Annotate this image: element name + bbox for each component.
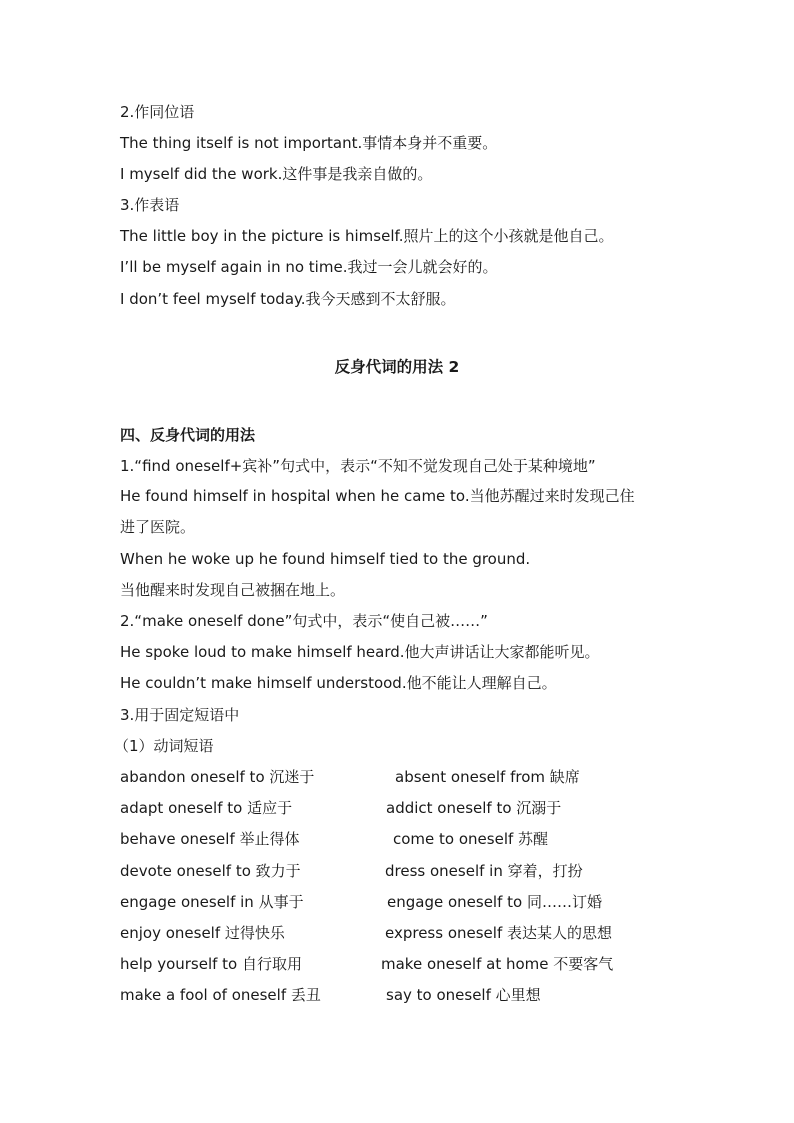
phrase-left: make a fool of oneself 丢丑	[120, 986, 321, 1004]
subheading-verb-phrases: （1）动词短语	[114, 737, 214, 755]
heading-predicative: 3.作表语	[120, 196, 180, 214]
example-sentence: He spoke loud to make himself heard.他大声讲话让大家都能听见。	[120, 643, 600, 661]
phrase-left: enjoy oneself 过得快乐	[120, 924, 285, 942]
example-translation: 当他醒来时发现自己被捆在地上。	[120, 581, 346, 599]
example-sentence: I don’t feel myself today.我今天感到不太舒服。	[120, 290, 456, 308]
phrase-right: dress oneself in 穿着，打扮	[385, 862, 583, 880]
heading-appositive: 2.作同位语	[120, 103, 195, 121]
example-sentence: He found himself in hospital when he came to.当他苏醒过来时发现己住	[120, 487, 635, 505]
section-heading: 四、反身代词的用法	[120, 426, 256, 444]
phrase-right: express oneself 表达某人的思想	[385, 924, 613, 942]
phrase-right: engage oneself to 同……订婚	[387, 893, 602, 911]
example-sentence: I’ll be myself again in no time.我过一会儿就会好的。	[120, 258, 498, 276]
example-sentence-continued: 进了医院。	[120, 518, 196, 536]
example-sentence: I myself did the work.这件事是我亲自做的。	[120, 165, 433, 183]
phrase-right: make oneself at home 不要客气	[381, 955, 614, 973]
phrase-left: devote oneself to 致力于	[120, 862, 301, 880]
phrase-left: help yourself to 自行取用	[120, 955, 303, 973]
phrase-right: come to oneself 苏醒	[393, 830, 549, 848]
example-sentence: The little boy in the picture is himself.照片上的这个小孩就是他自己。	[120, 227, 614, 245]
phrase-left: abandon oneself to 沉迷于	[120, 768, 315, 786]
document-title: 反身代词的用法 2	[334, 358, 460, 376]
phrase-right: addict oneself to 沉溺于	[386, 799, 562, 817]
example-sentence: The thing itself is not important.事情本身并不重要。	[120, 134, 498, 152]
phrase-left: engage oneself in 从事于	[120, 893, 304, 911]
example-sentence: He couldn’t make himself understood.他不能让人理解自己。	[120, 674, 557, 692]
phrase-left: adapt oneself to 适应于	[120, 799, 293, 817]
phrase-right: say to oneself 心里想	[386, 986, 541, 1004]
phrase-left: behave oneself 举止得体	[120, 830, 300, 848]
rule-fixed-phrases: 3.用于固定短语中	[120, 706, 240, 724]
rule-make-oneself-done: 2.“make oneself done”句式中，表示“使自己被……”	[120, 612, 488, 630]
example-sentence: When he woke up he found himself tied to the ground.	[120, 550, 531, 568]
phrase-right: absent oneself from 缺席	[395, 768, 580, 786]
rule-find-oneself: 1.“find oneself+宾补”句式中，表示“不知不觉发现自己处于某种境地”	[120, 457, 596, 475]
